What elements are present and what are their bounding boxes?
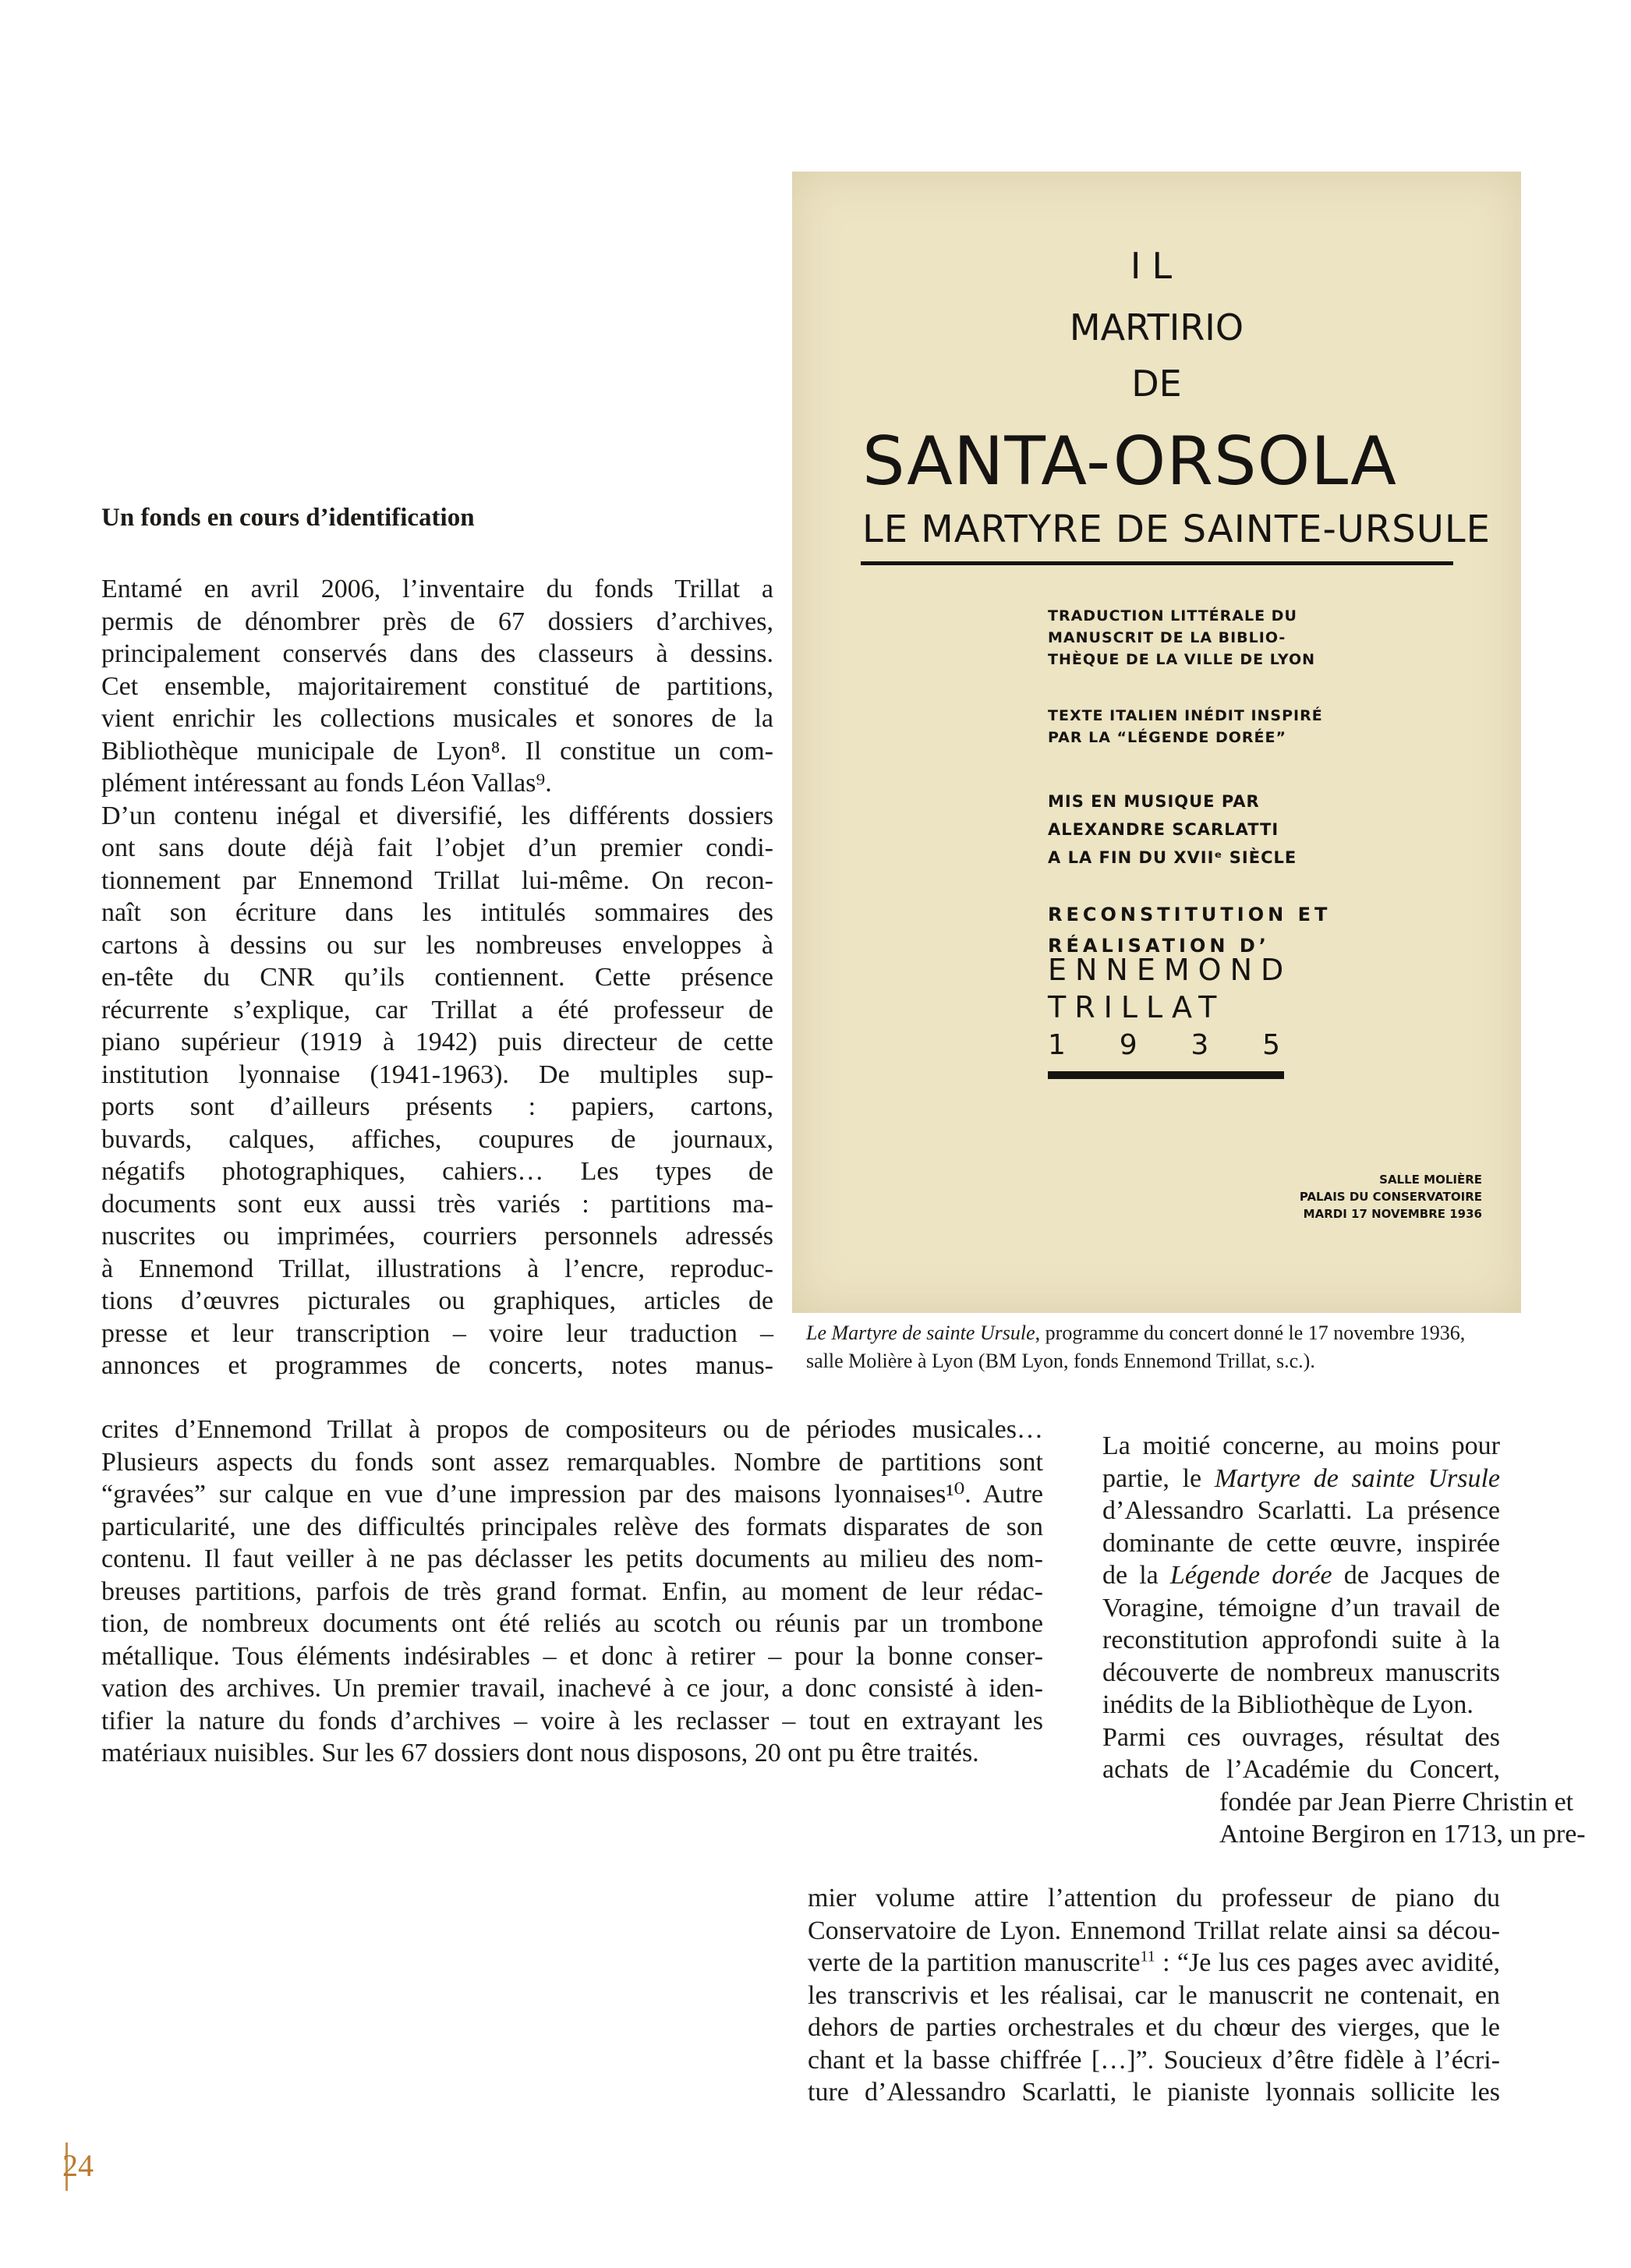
bottom-column-text (808, 1882, 1500, 2109)
text-line: dominante de cette œuvre, inspirée (1102, 1528, 1500, 1558)
text-line: buvards, calques, affiches, coupures de journaux, (101, 1124, 773, 1154)
poster-translation-note (1048, 605, 1315, 670)
text-line: La moitié concerne, au moins pour (1102, 1431, 1500, 1460)
poster-line: MIS EN MUSIQUE PAR (1048, 792, 1260, 811)
poster-line: MANUSCRIT DE LA BIBLIO- (1048, 629, 1286, 646)
poster-divider (861, 561, 1453, 565)
section-heading: Un fonds en cours d’identification (101, 504, 475, 532)
text-line: naît son écriture dans les intitulés sommaires des (101, 898, 773, 927)
text-line: breuses partitions, parfois de très grand format. Enfin, au moment de leur rédac- (101, 1576, 1043, 1606)
text-line: Antoine Bergiron en 1713, un pre- (1219, 1820, 1586, 1849)
text-line: institution lyonnaise (1941-1963). De multiples sup- (101, 1060, 773, 1089)
text-line: ont sans doute déjà fait l’objet d’un premier condi- (101, 833, 773, 862)
text-line: Voragine, témoigne d’un travail de (1102, 1593, 1500, 1622)
text-line: tion, de nombreux documents ont été reliés au scotch ou réunis par un trombone (101, 1609, 1043, 1638)
text-line: piano supérieur (1919 à 1942) puis directeur de cette (101, 1028, 773, 1056)
text-line: plément intéressant au fonds Léon Vallas⁹. (101, 769, 552, 798)
poster-il: IL (1130, 245, 1183, 287)
text-line: tionnement par Ennemond Trillat lui-même. On recon- (101, 865, 773, 895)
poster-line: RÉALISATION D’ (1048, 935, 1270, 957)
image-caption (806, 1319, 1517, 1375)
text-line: ture d’Alessandro Scarlatti, le pianiste lyonnais sollicite les (808, 2078, 1500, 2107)
poster-text-note (1048, 705, 1323, 748)
text-line: inédits de la Bibliothèque de Lyon. (1102, 1690, 1474, 1719)
poster-line: ENNEMOND (1048, 953, 1293, 987)
text-line: “gravées” sur calque en vue d’une impression par des maisons lyonnaises¹⁰. Autre (101, 1480, 1043, 1509)
text-line: cartons à dessins ou sur les nombreuses enveloppes à (101, 930, 773, 960)
text-line: chant et la basse chiffrée […]”. Soucieux d’être fidèle à l’écri- (808, 2045, 1500, 2075)
text-line (1102, 1559, 1500, 1592)
text-line: Parmi ces ouvrages, résultat des (1102, 1722, 1500, 1752)
poster-composer-note (1048, 787, 1297, 872)
work-title: Martyre de sainte Ursule (1214, 1463, 1500, 1493)
text-line: métallique. Tous éléments indésirables – et donc à retirer – pour la bonne conser- (101, 1641, 1043, 1671)
text-line: documents sont eux aussi très variés : partitions ma- (101, 1189, 773, 1219)
poster-line: SALLE MOLIÈRE (1379, 1173, 1482, 1187)
text-line: Plusieurs aspects du fonds sont assez remarquables. Nombre de partitions sont (101, 1447, 1043, 1477)
text-line: d’Alessandro Scarlatti. La présence (1102, 1496, 1500, 1525)
poster-author (1048, 951, 1292, 1026)
poster-digit: 5 (1262, 1029, 1280, 1061)
text-line (808, 1947, 1500, 1980)
text-line: Entamé en avril 2006, l’inventaire du fonds Trillat a (101, 575, 773, 603)
poster-de: DE (1131, 363, 1182, 405)
poster-year (1048, 1029, 1280, 1061)
text-line: négatifs photographiques, cahiers… Les types de (101, 1157, 773, 1186)
text-line: découverte de nombreux manuscrits (1102, 1658, 1500, 1687)
text-line: presse et leur transcription – voire leur traduction – (101, 1318, 773, 1348)
text-line: vient enrichir les collections musicales et sonores de la (101, 704, 773, 733)
text-line: annonces et programmes de concerts, notes manus- (101, 1351, 773, 1380)
poster-line: RECONSTITUTION ET (1048, 904, 1332, 925)
right-column-text (1102, 1430, 1586, 1851)
text-line: ports sont d’ailleurs présents : papiers, cartons, (101, 1092, 773, 1121)
text-line (1102, 1463, 1500, 1495)
text-line: fondée par Jean Pierre Christin et (1219, 1787, 1574, 1817)
wide-column-text (101, 1414, 1043, 1770)
caption-title: Le Martyre de sainte Ursule (806, 1322, 1035, 1344)
text-line: principalement conservés dans des classeurs à dessins. (101, 639, 773, 668)
poster-line: TRILLAT (1048, 990, 1226, 1024)
poster-venue (1300, 1171, 1482, 1222)
text-fragment: partie, le (1102, 1463, 1215, 1493)
concert-program-image (792, 172, 1521, 1313)
text-line: mier volume attire l’attention du professeur de piano du (808, 1884, 1500, 1912)
text-fragment: de la (1102, 1561, 1170, 1590)
footnote-ref: 11 (1140, 1948, 1155, 1965)
text-line: Cet ensemble, majoritairement constitué de partitions, (101, 671, 773, 701)
text-line: Conservatoire de Lyon. Ennemond Trillat relate ainsi sa décou- (808, 1916, 1500, 1945)
poster-line: ALEXANDRE SCARLATTI (1048, 820, 1279, 839)
text-line: reconstitution approfondi suite à la (1102, 1626, 1500, 1654)
poster-line: PAR LA “LÉGENDE DORÉE” (1048, 729, 1286, 746)
poster-line: TRADUCTION LITTÉRALE DU (1048, 607, 1297, 624)
poster-digit: 1 (1048, 1029, 1066, 1061)
text-fragment: : “Je lus ces pages avec avidité, (1155, 1948, 1500, 1977)
text-line: contenu. Il faut veiller à ne pas déclasser les petits documents au milieu des nom- (101, 1544, 1043, 1573)
left-column-text (101, 573, 773, 1382)
text-fragment: de Jacques de (1332, 1561, 1500, 1590)
text-line: dehors de parties orchestrales et du chœur des vierges, que le (808, 2013, 1500, 2042)
poster-divider (1048, 1071, 1284, 1079)
text-line: particularité, une des difficultés principales relève des formats disparates de son (101, 1512, 1043, 1541)
text-line: vation des archives. Un premier travail, inachevé à ce jour, a donc consisté à iden- (101, 1674, 1043, 1703)
text-line: les transcrivis et les réalisai, car le manuscrit ne contenait, en (808, 1980, 1500, 2010)
poster-martirio: MARTIRIO (1069, 306, 1244, 349)
text-line: permis de dénombrer près de 67 dossiers d’archives, (101, 607, 773, 636)
poster-line: THÈQUE DE LA VILLE DE LYON (1048, 651, 1316, 668)
poster-line: MARDI 17 NOVEMBRE 1936 (1303, 1207, 1482, 1221)
poster-digit: 9 (1119, 1029, 1137, 1061)
text-line: en-tête du CNR qu’ils contiennent. Cette présence (101, 963, 773, 992)
poster-line: PALAIS DU CONSERVATOIRE (1299, 1190, 1482, 1204)
text-line: Bibliothèque municipale de Lyon⁸. Il constitue un com- (101, 736, 773, 766)
work-title: Légende dorée (1169, 1561, 1332, 1590)
caption-line (806, 1319, 1517, 1347)
poster-digit: 3 (1191, 1029, 1209, 1061)
text-fragment: verte de la partition manuscrite (808, 1948, 1141, 1977)
text-line: matériaux nuisibles. Sur les 67 dossiers dont nous disposons, 20 ont pu être traités. (101, 1739, 979, 1767)
poster-subtitle: LE MARTYRE DE SAINTE-URSULE (862, 508, 1491, 551)
text-line: crites d’Ennemond Trillat à propos de compositeurs ou de périodes musicales… (101, 1415, 1043, 1444)
page-number: 24 (62, 2148, 94, 2183)
poster-line: TEXTE ITALIEN INÉDIT INSPIRÉ (1048, 707, 1323, 724)
text-line: récurrente s’explique, car Trillat a été professeur de (101, 995, 773, 1024)
poster-title: SANTA-ORSOLA (862, 423, 1398, 501)
text-line: tifier la nature du fonds d’archives – voire à les reclasser – tout en extrayant les (101, 1706, 1043, 1735)
caption-line: salle Molière à Lyon (BM Lyon, fonds Ennemond Trillat, s.c.). (806, 1350, 1315, 1372)
text-line: nuscrites ou imprimées, courriers personnels adressés (101, 1222, 773, 1251)
text-line: tions d’œuvres picturales ou graphiques, articles de (101, 1286, 773, 1315)
text-line: achats de l’Académie du Concert, (1102, 1755, 1500, 1784)
poster-line: A LA FIN DU XVIIᵉ SIÈCLE (1048, 848, 1297, 867)
text-line: D’un contenu inégal et diversifié, les différents dossiers (101, 801, 773, 830)
caption-text: , programme du concert donné le 17 novembre 1936, (1035, 1322, 1466, 1344)
text-line: à Ennemond Trillat, illustrations à l’encre, reproduc- (101, 1254, 773, 1283)
